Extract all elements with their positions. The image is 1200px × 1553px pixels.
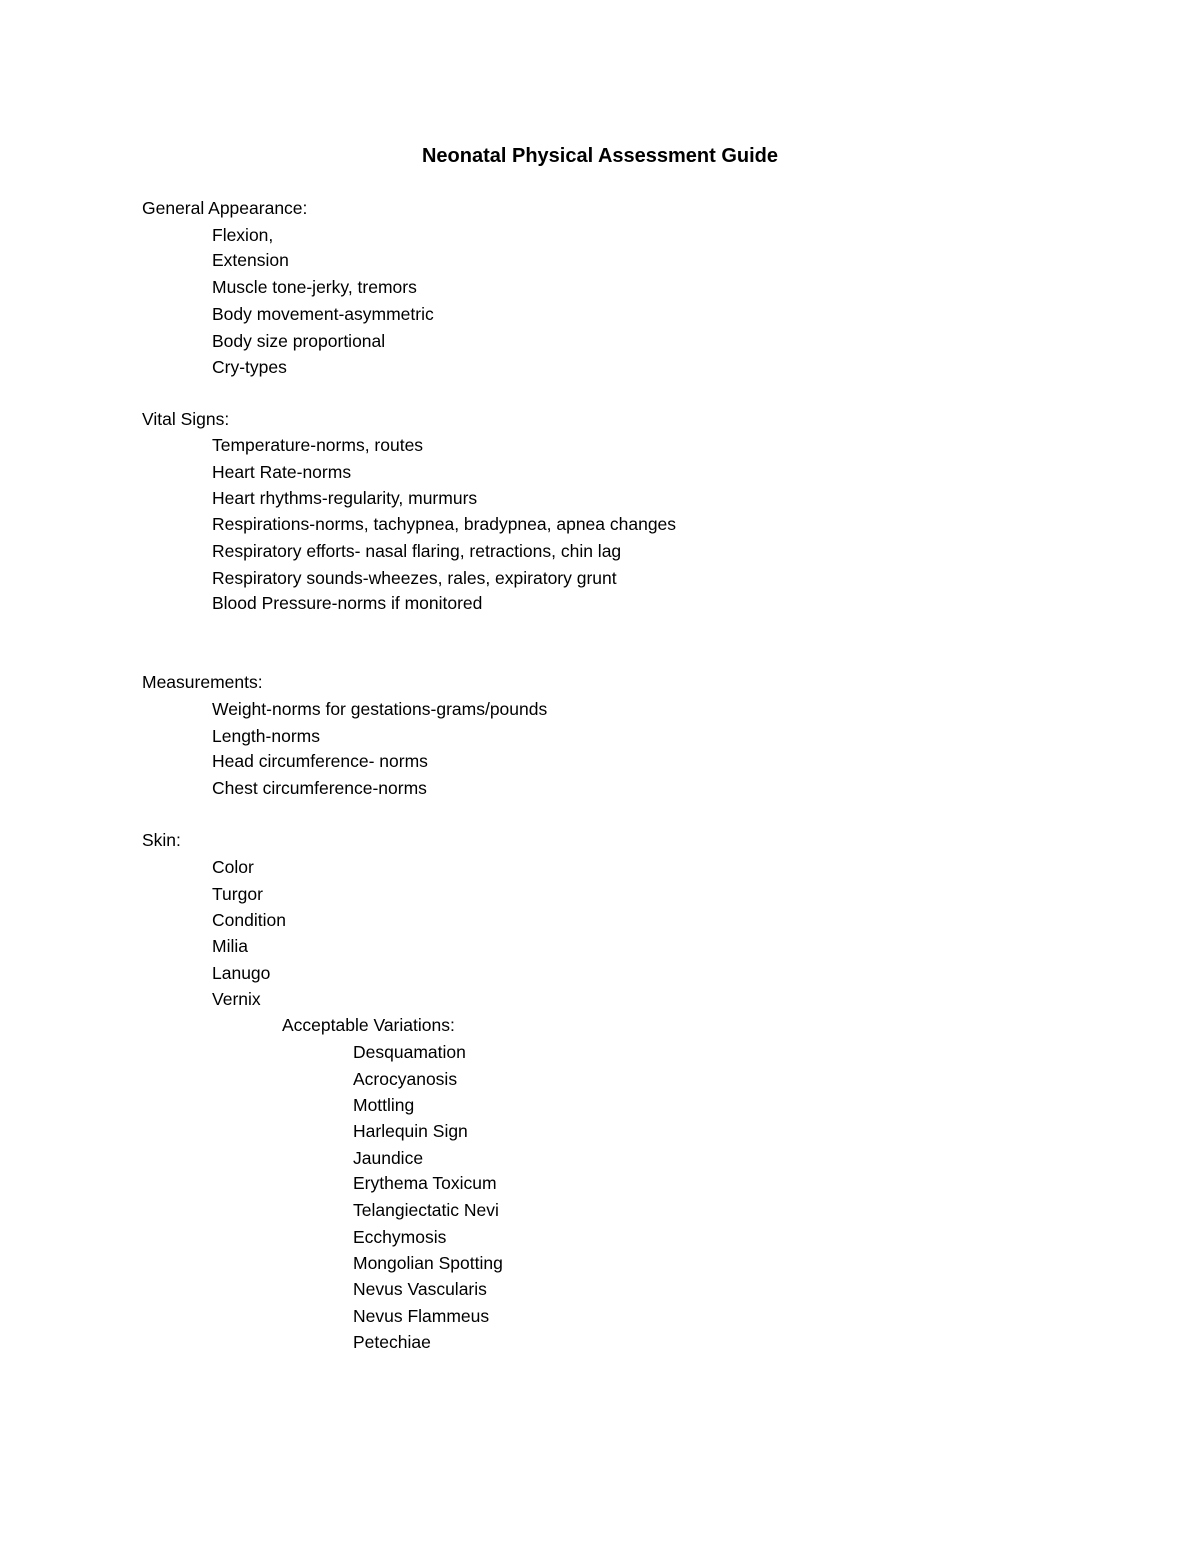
subsection-heading-acceptable-variations: Acceptable Variations: (282, 1015, 455, 1035)
list-item: Body movement-asymmetric (212, 304, 434, 324)
list-item: Color (212, 857, 254, 877)
section-heading-measurements: Measurements: (142, 672, 263, 692)
list-item: Respiratory efforts- nasal flaring, retractions, chin lag (212, 541, 622, 561)
list-item: Vernix (212, 989, 261, 1009)
list-item: Milia (212, 936, 248, 956)
list-item: Nevus Vascularis (353, 1279, 487, 1299)
section-heading-general-appearance: General Appearance: (142, 198, 308, 218)
list-item: Body size proportional (212, 331, 386, 351)
list-item: Telangiectatic Nevi (353, 1200, 499, 1220)
list-item: Heart Rate-norms (212, 462, 352, 482)
document-title: Neonatal Physical Assessment Guide (421, 145, 779, 167)
list-item: Ecchymosis (353, 1227, 447, 1247)
list-item: Weight-norms for gestations-grams/pounds (212, 699, 548, 719)
list-item: Petechiae (353, 1332, 431, 1352)
list-item: Jaundice (353, 1148, 424, 1168)
list-item: Respirations-norms, tachypnea, bradypnea, apnea changes (212, 514, 677, 534)
list-item: Turgor (212, 884, 263, 904)
list-item: Lanugo (212, 963, 271, 983)
list-item: Chest circumference-norms (212, 778, 427, 798)
list-item: Flexion, (212, 225, 274, 245)
list-item: Extension (212, 250, 289, 270)
list-item: Heart rhythms-regularity, murmurs (212, 488, 478, 508)
list-item: Erythema Toxicum (353, 1173, 497, 1193)
section-heading-skin: Skin: (142, 830, 181, 850)
list-item: Mongolian Spotting (353, 1253, 503, 1273)
list-item: Muscle tone-jerky, tremors (212, 277, 417, 297)
list-item: Head circumference- norms (212, 751, 428, 771)
list-item: Blood Pressure-norms if monitored (212, 593, 483, 613)
list-item: Respiratory sounds-wheezes, rales, expiratory grunt (212, 568, 617, 588)
section-heading-vital-signs: Vital Signs: (142, 409, 230, 429)
list-item: Mottling (353, 1095, 415, 1115)
list-item: Acrocyanosis (353, 1069, 458, 1089)
list-item: Length-norms (212, 726, 320, 746)
list-item: Temperature-norms, routes (212, 435, 424, 455)
list-item: Nevus Flammeus (353, 1306, 490, 1326)
list-item: Harlequin Sign (353, 1121, 468, 1141)
list-item: Cry-types (212, 357, 287, 377)
list-item: Desquamation (353, 1042, 466, 1062)
list-item: Condition (212, 910, 286, 930)
